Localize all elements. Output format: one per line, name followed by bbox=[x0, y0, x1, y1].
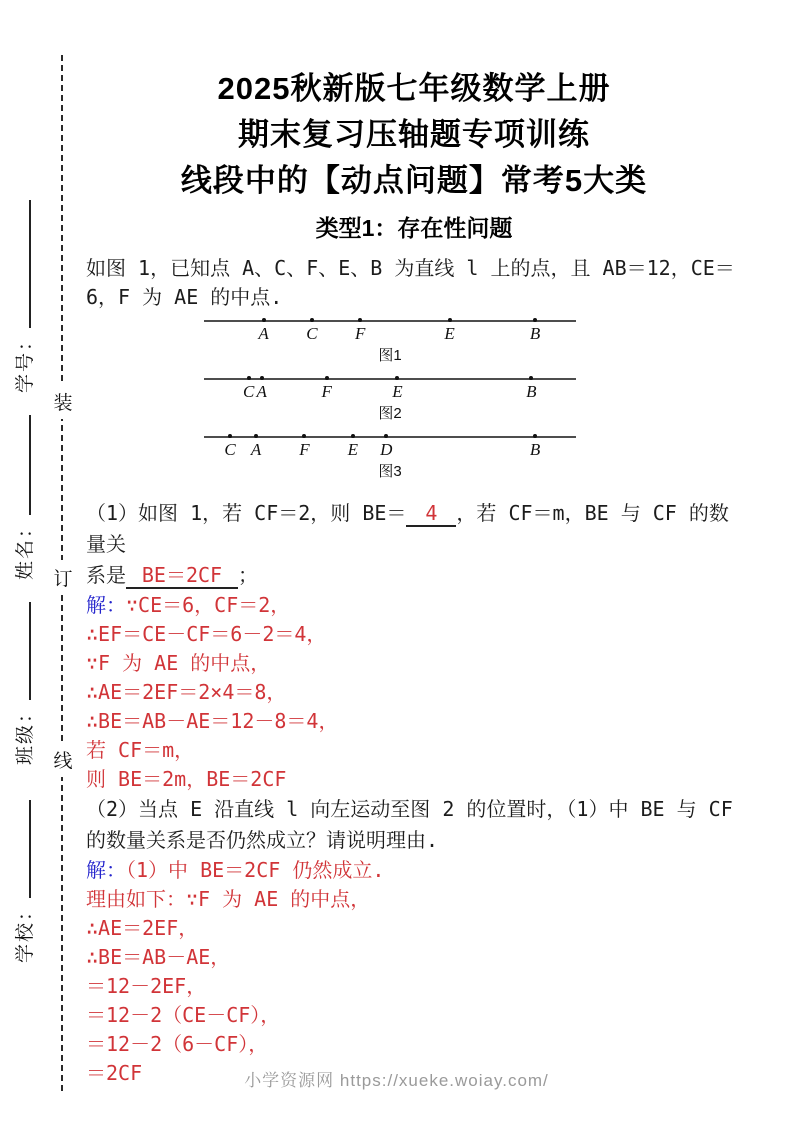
problem-intro-line-1: 如图 1，已知点 A、C、F、E、B 为直线 l 上的点，且 AB＝12，CE＝ bbox=[86, 256, 735, 280]
part1-solution-step-4: ∴BE＝AB－AE＝12－8＝4， bbox=[86, 709, 339, 733]
figure-point-label: A bbox=[258, 324, 269, 343]
part2-solution-step-1: 理由如下：∵F 为 AE 的中点， bbox=[86, 887, 371, 911]
part2-solution-step-5: ＝12－2（CE－CF）， bbox=[86, 1003, 281, 1027]
part1-answer-blank-2: BE＝2CF bbox=[126, 563, 238, 589]
part2-solution-step-4: ＝12－2EF， bbox=[86, 974, 207, 998]
part1-solution-step-1: ∴EF＝CE－CF＝6－2＝4， bbox=[86, 622, 327, 646]
class-label: 班级： bbox=[15, 701, 36, 765]
part2-solution-step-3: ∴BE＝AB－AE， bbox=[86, 945, 231, 969]
figure-point-label: B bbox=[526, 382, 537, 401]
figure-point-label: B bbox=[529, 440, 541, 459]
figure-2-number-line bbox=[204, 378, 576, 404]
binding-char-zhuang: 装 bbox=[52, 384, 74, 419]
school-label: 学校： bbox=[15, 899, 36, 963]
section-subtitle: 类型1：存在性问题 bbox=[315, 215, 513, 241]
part2-solution-step-7: ＝2CF bbox=[86, 1061, 143, 1085]
binding-char-xian: 线 bbox=[52, 742, 74, 777]
site-footer: 小学资源网 https://xueke.woiay.com/ bbox=[244, 1071, 549, 1090]
student-id-blank bbox=[25, 200, 31, 328]
figure-point-label: A bbox=[256, 382, 267, 401]
figure-point-dot bbox=[351, 434, 355, 438]
part1-answer-blank-1: 4 bbox=[406, 501, 456, 527]
part2-solution-step-2: ∴AE＝2EF， bbox=[86, 916, 199, 940]
figure-2 bbox=[86, 378, 742, 424]
figure-1 bbox=[86, 320, 742, 366]
part1-solution-step-5: 若 CF＝m， bbox=[86, 738, 195, 762]
figure-3 bbox=[86, 436, 742, 482]
part2-solution-line-1 bbox=[86, 856, 742, 885]
problem-intro-line-2: 6，F 为 AE 的中点. bbox=[86, 285, 283, 309]
figure-point-label: F bbox=[355, 324, 366, 343]
figure-point-dot bbox=[533, 434, 537, 438]
figure-point-label: F bbox=[299, 440, 310, 459]
figure-point-label: E bbox=[392, 382, 403, 401]
figure-point-dot bbox=[448, 318, 452, 322]
figure-2-caption: 图2 bbox=[378, 405, 402, 422]
student-id-label: 学号： bbox=[15, 329, 36, 393]
school-blank bbox=[25, 800, 31, 898]
part1-question-mid: ，若 CF＝m，BE 与 CF 的数量关 bbox=[86, 501, 729, 556]
figure-point-label: D bbox=[380, 440, 393, 459]
part2-answer: （1）中 BE＝2CF 仍然成立. bbox=[126, 858, 385, 882]
figure-point-label: C bbox=[224, 440, 236, 459]
figure-point-label: E bbox=[347, 440, 358, 459]
figures-block bbox=[86, 320, 742, 482]
part1-solution-step-6: 则 BE＝2m，BE＝2CF bbox=[86, 767, 287, 791]
student-id-field bbox=[10, 200, 37, 393]
figure-point-dot bbox=[384, 434, 388, 438]
figure-point-dot bbox=[310, 318, 314, 322]
title-line-1: 2025秋新版七年级数学上册 bbox=[217, 71, 611, 106]
part1-question-line2-prefix: 系是 bbox=[86, 563, 126, 587]
school-field bbox=[10, 800, 37, 963]
figure-point-dot bbox=[302, 434, 306, 438]
figure-point-dot bbox=[262, 318, 266, 322]
part1-question-prefix: （1）如图 1，若 CF＝2，则 BE＝ bbox=[86, 501, 407, 525]
name-label: 姓名： bbox=[15, 516, 36, 580]
figure-point-label: C bbox=[242, 382, 255, 401]
part2-jie-label: 解： bbox=[86, 858, 126, 882]
worksheet-content bbox=[86, 66, 742, 1088]
part1-solution-step-0: ∵CE＝6，CF＝2， bbox=[126, 593, 291, 617]
figure-point-dot bbox=[254, 434, 258, 438]
part2-question-line-1: （2）当点 E 沿直线 l 向左运动至图 2 的位置时，（1）中 BE 与 CF bbox=[86, 797, 733, 821]
title-line-3: 线段中的【动点问题】常考5大类 bbox=[180, 163, 648, 198]
part1-solution-line-1 bbox=[86, 591, 742, 620]
figure-point-label: F bbox=[321, 382, 332, 401]
figure-point-dot bbox=[529, 376, 533, 380]
figure-1-number-line bbox=[204, 320, 576, 346]
figure-point-dot bbox=[358, 318, 362, 322]
class-blank bbox=[25, 602, 31, 700]
figure-point-label: C bbox=[306, 324, 318, 343]
figure-point-dot bbox=[260, 376, 264, 380]
figure-point-label: A bbox=[250, 440, 262, 459]
part2-solution-step-6: ＝12－2（6－CF）， bbox=[86, 1032, 269, 1056]
part1-question-line2-suffix: ； bbox=[238, 563, 258, 587]
part2-question-line-2: 的数量关系是否仍然成立？请说明理由. bbox=[86, 828, 439, 852]
class-field bbox=[10, 602, 37, 765]
figure-point-dot bbox=[533, 318, 537, 322]
figure-point-label: B bbox=[529, 324, 541, 343]
figure-point-dot bbox=[247, 376, 251, 380]
figure-point-label: E bbox=[444, 324, 455, 343]
figure-point-dot bbox=[395, 376, 399, 380]
part1-question-line-1 bbox=[86, 498, 742, 560]
binding-char-ding: 订 bbox=[52, 560, 74, 595]
part1-solution-step-2: ∵F 为 AE 的中点， bbox=[86, 651, 271, 675]
figure-1-caption: 图1 bbox=[378, 347, 402, 364]
figure-3-number-line bbox=[204, 436, 576, 462]
figure-point-dot bbox=[228, 434, 232, 438]
title-line-2: 期末复习压轴题专项训练 bbox=[238, 117, 590, 152]
part1-question-line-2 bbox=[86, 560, 742, 591]
figure-point-dot bbox=[325, 376, 329, 380]
part1-solution-step-3: ∴AE＝2EF＝2×4＝8， bbox=[86, 680, 287, 704]
figure-3-caption: 图3 bbox=[378, 463, 402, 480]
part1-jie-label: 解： bbox=[86, 593, 126, 617]
name-blank bbox=[25, 415, 31, 515]
name-field bbox=[10, 415, 37, 580]
